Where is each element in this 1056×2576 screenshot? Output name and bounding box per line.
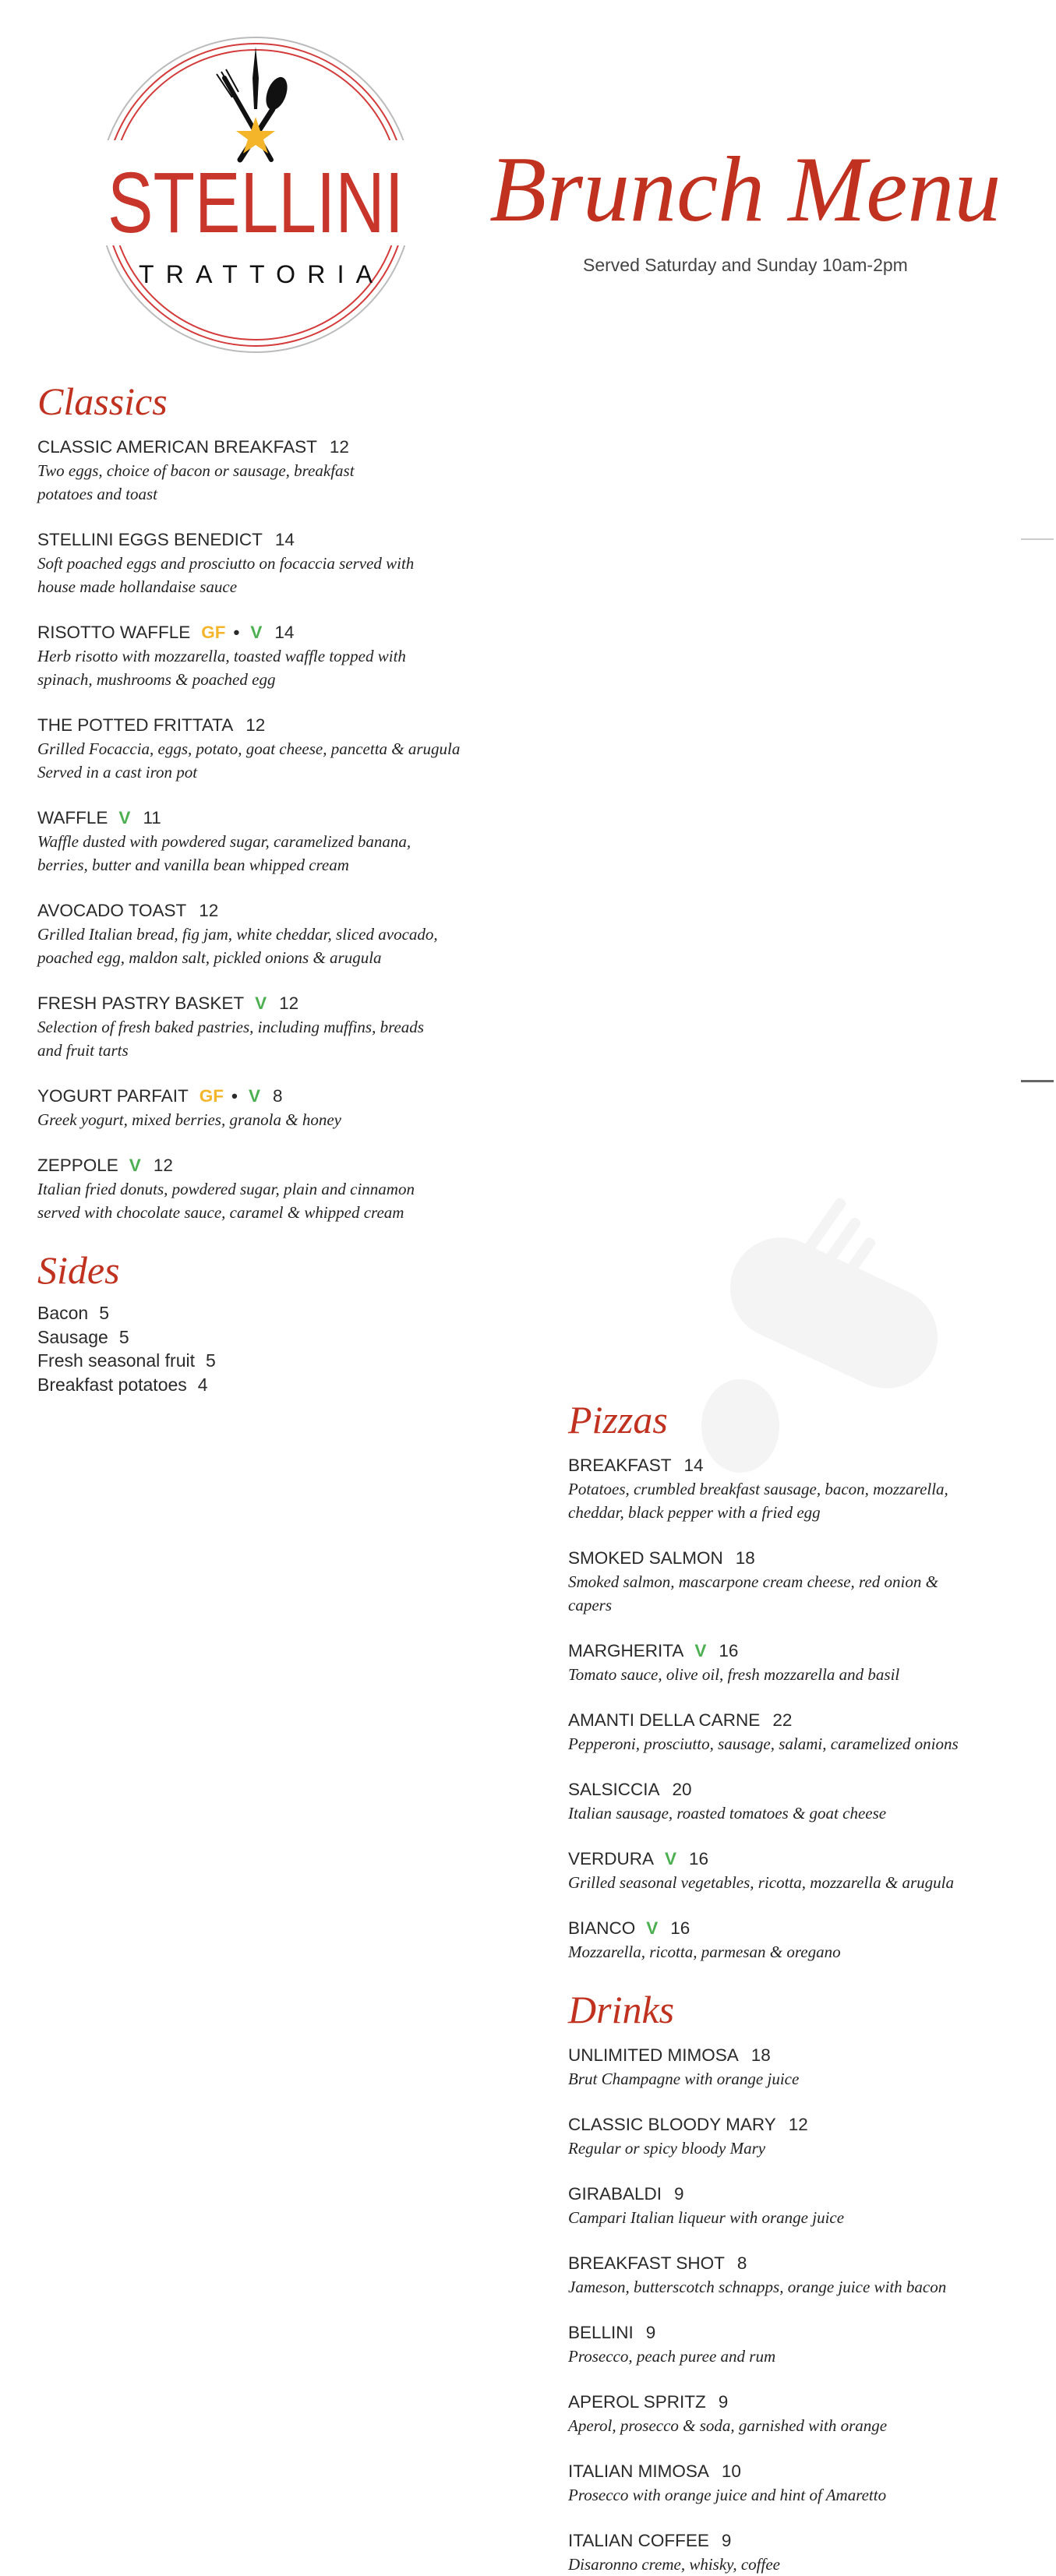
- item-name: AVOCADO TOAST: [37, 901, 187, 920]
- item-description: Grilled Italian bread, fig jam, white cheddar, sliced avocado,: [37, 925, 438, 944]
- menu-item: [568, 2529, 1036, 2576]
- logo-sub: TRATTORIA: [139, 260, 373, 288]
- item-price: 9: [645, 2323, 656, 2342]
- item-name: BREAKFAST SHOT: [568, 2253, 725, 2273]
- item-description: Potatoes, crumbled breakfast sausage, bacon, mozzarella,: [568, 1480, 948, 1498]
- item-title: [568, 1917, 1036, 1940]
- side-item: [37, 1373, 505, 1397]
- side-name: Fresh seasonal fruit: [37, 1350, 195, 1371]
- menu-item: [37, 899, 505, 969]
- item-description: Aperol, prosecco & soda, garnished with orange: [568, 2416, 888, 2435]
- item-price: 22: [772, 1710, 793, 1730]
- menu-item: [568, 1847, 1036, 1894]
- item-price: 10: [721, 2461, 741, 2481]
- item-description: capers: [568, 1596, 612, 1614]
- pizzas-section: [568, 1396, 1036, 1964]
- menu-item: [568, 1917, 1036, 1964]
- item-description: Soft poached eggs and prosciutto on focaccia served with: [37, 554, 415, 573]
- item-price: 16: [670, 1918, 690, 1938]
- item-title: [37, 1085, 505, 1108]
- item-description: Grilled seasonal vegetables, ricotta, mozzarella & arugula: [568, 1873, 955, 1892]
- item-title: [37, 992, 505, 1015]
- item-name: THE POTTED FRITTATA: [37, 715, 234, 735]
- item-name: VERDURA: [568, 1849, 655, 1868]
- item-description: potatoes and toast: [37, 485, 158, 503]
- item-description: Two eggs, choice of bacon or sausage, breakfast: [37, 461, 355, 480]
- gluten-free-tag: GF: [201, 623, 226, 642]
- side-price: 5: [99, 1303, 110, 1323]
- vegetarian-tag: V: [255, 993, 267, 1013]
- item-name: APEROL SPRITZ: [568, 2392, 706, 2412]
- item-description: Greek yogurt, mixed berries, granola & honey: [37, 1110, 341, 1129]
- item-name: GIRABALDI: [568, 2184, 662, 2204]
- item-price: 14: [274, 623, 295, 642]
- edge-divider: [1021, 1080, 1054, 1082]
- item-title: [568, 2183, 1036, 2206]
- side-item: [37, 1325, 505, 1350]
- item-title: [568, 1639, 1036, 1663]
- vegetarian-tag: V: [248, 1086, 260, 1106]
- item-price: 11: [143, 808, 161, 827]
- item-title: [568, 1778, 1036, 1801]
- item-title: [37, 806, 505, 830]
- item-description: house made hollandaise sauce: [37, 577, 238, 596]
- item-title: [37, 436, 505, 459]
- side-name: Sausage: [37, 1326, 108, 1347]
- item-price: 12: [199, 901, 219, 920]
- item-name: ITALIAN COFFEE: [568, 2531, 709, 2550]
- vegetarian-tag: V: [129, 1156, 141, 1175]
- edge-divider: [1021, 538, 1054, 540]
- menu-item: [568, 2391, 1036, 2437]
- item-price: 12: [329, 437, 349, 457]
- menu-item: [568, 2044, 1036, 2091]
- item-name: STELLINI EGGS BENEDICT: [37, 530, 263, 549]
- menu-item: [568, 2460, 1036, 2507]
- item-title: [568, 1454, 1036, 1477]
- item-description: and fruit tarts: [37, 1041, 129, 1060]
- item-description: Brut Champagne with orange juice: [568, 2070, 800, 2088]
- item-name: BELLINI: [568, 2323, 634, 2342]
- vegetarian-tag: V: [646, 1918, 659, 1938]
- item-title: [568, 1709, 1036, 1732]
- item-title: [568, 2460, 1036, 2483]
- item-name: CLASSIC AMERICAN BREAKFAST: [37, 437, 317, 457]
- item-price: 9: [674, 2184, 684, 2204]
- item-description: Waffle dusted with powdered sugar, caramelized banana,: [37, 832, 411, 851]
- item-description: Herb risotto with mozzarella, toasted waffle topped with: [37, 647, 406, 665]
- item-price: 18: [751, 2045, 771, 2065]
- page-title: Brunch Menu: [489, 137, 1001, 241]
- side-item: [37, 1301, 505, 1325]
- item-title: [37, 621, 505, 644]
- item-price: 12: [788, 2115, 808, 2134]
- item-title: [37, 528, 505, 552]
- item-title: [568, 2321, 1036, 2345]
- item-title: [37, 899, 505, 923]
- item-description: cheddar, black pepper with a fried egg: [568, 1503, 821, 1522]
- item-price: 12: [245, 715, 266, 735]
- item-price: 14: [274, 530, 295, 549]
- item-price: 14: [683, 1456, 704, 1475]
- menu-item: [37, 436, 505, 506]
- item-name: YOGURT PARFAIT: [37, 1086, 189, 1106]
- side-price: 5: [205, 1350, 216, 1371]
- menu-item: [37, 714, 505, 784]
- tag-separator: •: [231, 1086, 238, 1106]
- item-name: FRESH PASTRY BASKET: [37, 993, 245, 1013]
- item-description: poached egg, maldon salt, pickled onions & arugula: [37, 948, 382, 967]
- menu-item: [37, 528, 505, 598]
- vegetarian-tag: V: [694, 1641, 707, 1660]
- menu-item: [37, 1154, 505, 1224]
- item-description: Campari Italian liqueur with orange juice: [568, 2208, 845, 2227]
- section-title: Drinks: [568, 1988, 675, 2031]
- menu-item: [568, 1547, 1036, 1617]
- item-price: 9: [721, 2531, 732, 2550]
- item-price: 16: [719, 1641, 739, 1660]
- item-description: Served in a cast iron pot: [37, 763, 198, 782]
- item-description: Mozzarella, ricotta, parmesan & oregano: [568, 1943, 841, 1961]
- menu-item: [568, 1778, 1036, 1825]
- item-description: Italian fried donuts, powdered sugar, plain and cinnamon: [37, 1180, 415, 1198]
- item-price: 12: [153, 1156, 173, 1175]
- item-name: WAFFLE: [37, 808, 108, 827]
- item-title: [568, 2391, 1036, 2414]
- classics-section: [37, 378, 505, 1224]
- item-title: [568, 2529, 1036, 2553]
- side-price: 5: [118, 1326, 129, 1347]
- item-name: SALSICCIA: [568, 1780, 660, 1799]
- item-price: 16: [689, 1849, 709, 1868]
- item-name: BREAKFAST: [568, 1456, 672, 1475]
- item-name: BIANCO: [568, 1918, 636, 1938]
- drinks-section: [568, 1986, 1036, 2576]
- item-title: [568, 2113, 1036, 2137]
- item-title: [568, 1547, 1036, 1570]
- item-description: Italian sausage, roasted tomatoes & goat cheese: [568, 1804, 887, 1823]
- menu-item: [568, 2321, 1036, 2368]
- side-price: 4: [197, 1374, 208, 1395]
- item-description: Pepperoni, prosciutto, sausage, salami, caramelized onions: [568, 1734, 959, 1753]
- menu-item: [568, 2113, 1036, 2160]
- item-description: Selection of fresh baked pastries, including muffins, breads: [37, 1018, 424, 1036]
- item-name: ZEPPOLE: [37, 1156, 118, 1175]
- item-price: 9: [718, 2392, 729, 2412]
- menu-item: [37, 1085, 505, 1131]
- left-column: [37, 378, 505, 1396]
- right-column: [568, 1396, 1036, 2576]
- vegetarian-tag: V: [250, 623, 263, 642]
- item-description: served with chocolate sauce, caramel & whipped cream: [37, 1203, 404, 1222]
- tag-separator: •: [233, 623, 240, 642]
- menu-item: [568, 1454, 1036, 1524]
- menu-item: [568, 2183, 1036, 2229]
- item-description: berries, butter and vanilla bean whipped cream: [37, 856, 349, 874]
- item-description: Regular or spicy bloody Mary: [568, 2139, 766, 2158]
- item-name: CLASSIC BLOODY MARY: [568, 2115, 776, 2134]
- item-description: spinach, mushrooms & poached egg: [37, 670, 276, 689]
- item-description: Prosecco, peach puree and rum: [568, 2347, 776, 2366]
- item-price: 12: [279, 993, 299, 1013]
- menu-item: [568, 2252, 1036, 2299]
- item-description: Tomato sauce, olive oil, fresh mozzarella and basil: [568, 1665, 900, 1684]
- item-title: [37, 714, 505, 737]
- gluten-free-tag: GF: [199, 1086, 224, 1106]
- item-name: ITALIAN MIMOSA: [568, 2461, 709, 2481]
- menu-item: [568, 1639, 1036, 1686]
- menu-item: [37, 806, 505, 877]
- stellini-logo: [92, 31, 419, 358]
- item-title: [568, 2044, 1036, 2067]
- item-name: SMOKED SALMON: [568, 1548, 723, 1568]
- menu-item: [37, 621, 505, 691]
- section-title: Classics: [37, 379, 168, 423]
- item-description: Disaronno creme, whisky, coffee: [568, 2555, 780, 2574]
- item-name: UNLIMITED MIMOSA: [568, 2045, 739, 2065]
- section-title: Pizzas: [568, 1398, 668, 1442]
- sides-section: [37, 1247, 505, 1396]
- item-title: [568, 1847, 1036, 1871]
- item-name: MARGHERITA: [568, 1641, 684, 1660]
- item-description: Smoked salmon, mascarpone cream cheese, red onion &: [568, 1572, 938, 1591]
- side-item: [37, 1349, 505, 1373]
- menu-item: [37, 992, 505, 1062]
- item-name: AMANTI DELLA CARNE: [568, 1710, 761, 1730]
- service-hours: Served Saturday and Sunday 10am-2pm: [583, 255, 908, 275]
- side-name: Bacon: [37, 1303, 89, 1323]
- item-title: [568, 2252, 1036, 2275]
- item-name: RISOTTO WAFFLE: [37, 623, 191, 642]
- item-description: Prosecco with orange juice and hint of Amaretto: [568, 2486, 887, 2504]
- vegetarian-tag: V: [118, 808, 131, 827]
- item-price: 8: [272, 1086, 283, 1106]
- item-description: Grilled Focaccia, eggs, potato, goat cheese, pancetta & arugula: [37, 739, 461, 758]
- item-price: 18: [735, 1548, 755, 1568]
- section-title: Sides: [37, 1248, 120, 1292]
- item-title: [37, 1154, 505, 1177]
- vegetarian-tag: V: [665, 1849, 677, 1868]
- item-price: 8: [736, 2253, 747, 2273]
- side-name: Breakfast potatoes: [37, 1374, 187, 1395]
- menu-item: [568, 1709, 1036, 1756]
- item-price: 20: [672, 1780, 692, 1799]
- logo-name: STELLINI: [108, 155, 404, 251]
- item-description: Jameson, butterscotch schnapps, orange juice with bacon: [568, 2278, 947, 2296]
